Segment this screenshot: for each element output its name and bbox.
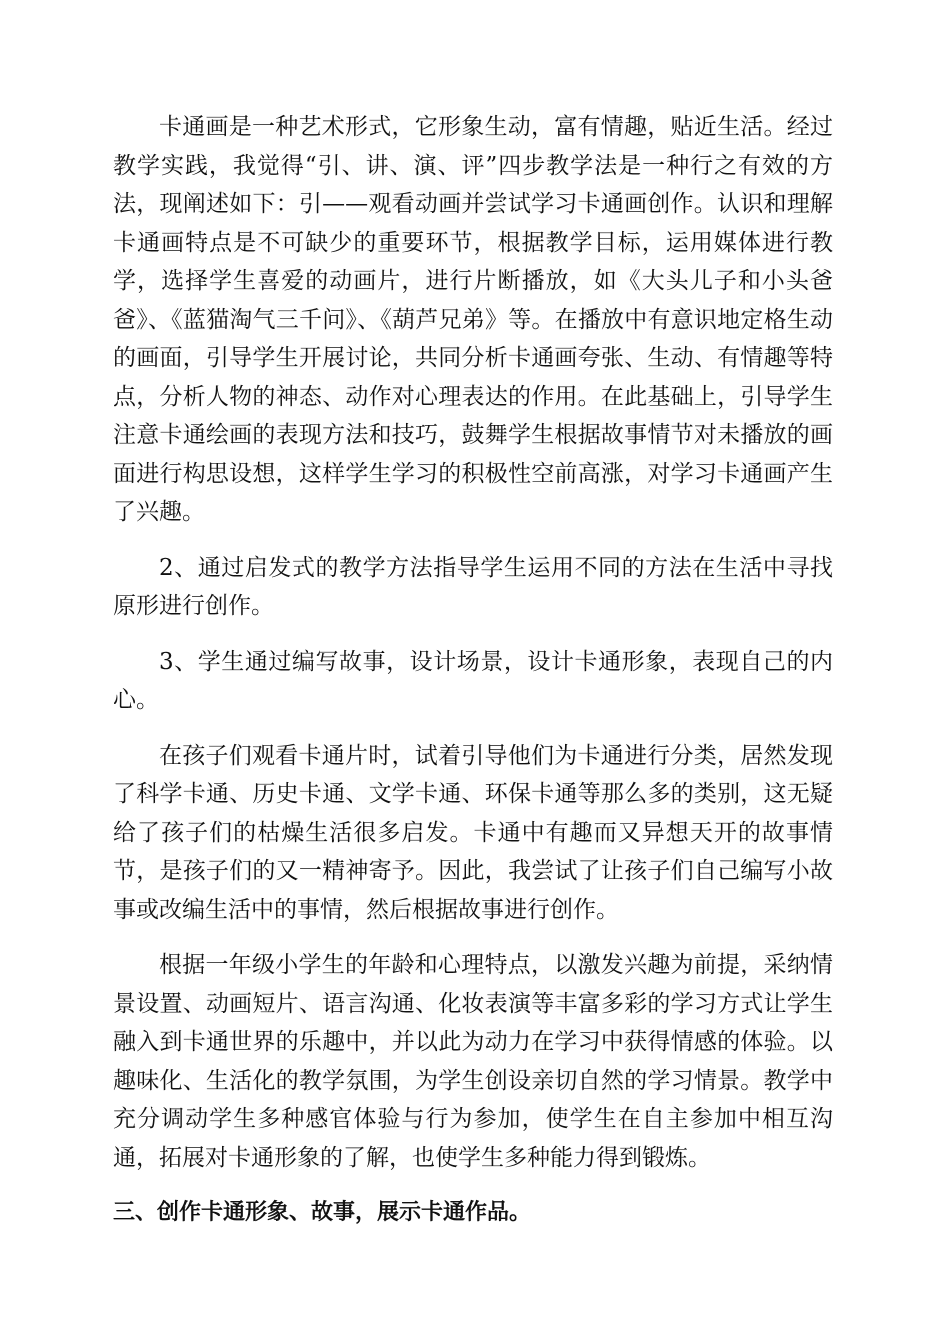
paragraph-methods: 根据一年级小学生的年龄和心理特点，以激发兴趣为前提，采纳情景设置、动画短片、语言沟通、化妆表演等丰富多彩的学习方式让学生融入到卡通世界的乐趣中，并以此为动力在学习中获得情感的体验。以趣味化、生活化的教学氛围，为学生创设亲切自然的学习情景。教学中充分调动学生多种感官体验与行为参加，使学生在自主参加中相互沟通，拓展对卡通形象的了解，也使学生多种能力得到锻炼。 — [113, 952, 833, 1171]
paragraph-classification: 在孩子们观看卡通片时，试着引导他们为卡通进行分类，居然发现了科学卡通、历史卡通、文学卡通、环保卡通等那么多的类别，这无疑给了孩子们的枯燥生活很多启发。卡通中有趣而又异想天开的故事情节，是孩子们的又一精神寄予。因此，我尝试了让孩子们自己编写小故事或改编生活中的事情，然后根据故事进行创作。 — [113, 742, 833, 923]
section-heading: 三、创作卡通形象、故事，展示卡通作品。 — [113, 1200, 532, 1225]
paragraph-intro: 卡通画是一种艺术形式，它形象生动，富有情趣，贴近生活。经过教学实践，我觉得“引、讲、演、评”四步教学法是一种行之有效的方法，现阐述如下：引——观看动画并尝试学习卡通画创作。认识和理解卡通画特点是不可缺少的重要环节，根据教学目标，运用媒体进行教学，选择学生喜爱的动画片，进行片断播放，如《大头儿子和小头爸爸》、《蓝猫淘气三千问》、《葫芦兄弟》等。在播放中有意识地定格生动的画面，引导学生开展讨论，共同分析卡通画夸张、生动、有情趣等特点，分析人物的神态、动作对心理表达的作用。在此基础上，引导学生注意卡通绘画的表现方法和技巧，鼓舞学生根据故事情节对未播放的画面进行构思设想，这样学生学习的积极性空前高涨，对学习卡通画产生了兴趣。 — [113, 114, 833, 525]
paragraph-item-2: 2、通过启发式的教学方法指导学生运用不同的方法在生活中寻找原形进行创作。 — [113, 554, 833, 619]
paragraph-item-3: 3、学生通过编写故事，设计场景，设计卡通形象，表现自己的内心。 — [113, 648, 833, 713]
document-body — [113, 108, 833, 1232]
